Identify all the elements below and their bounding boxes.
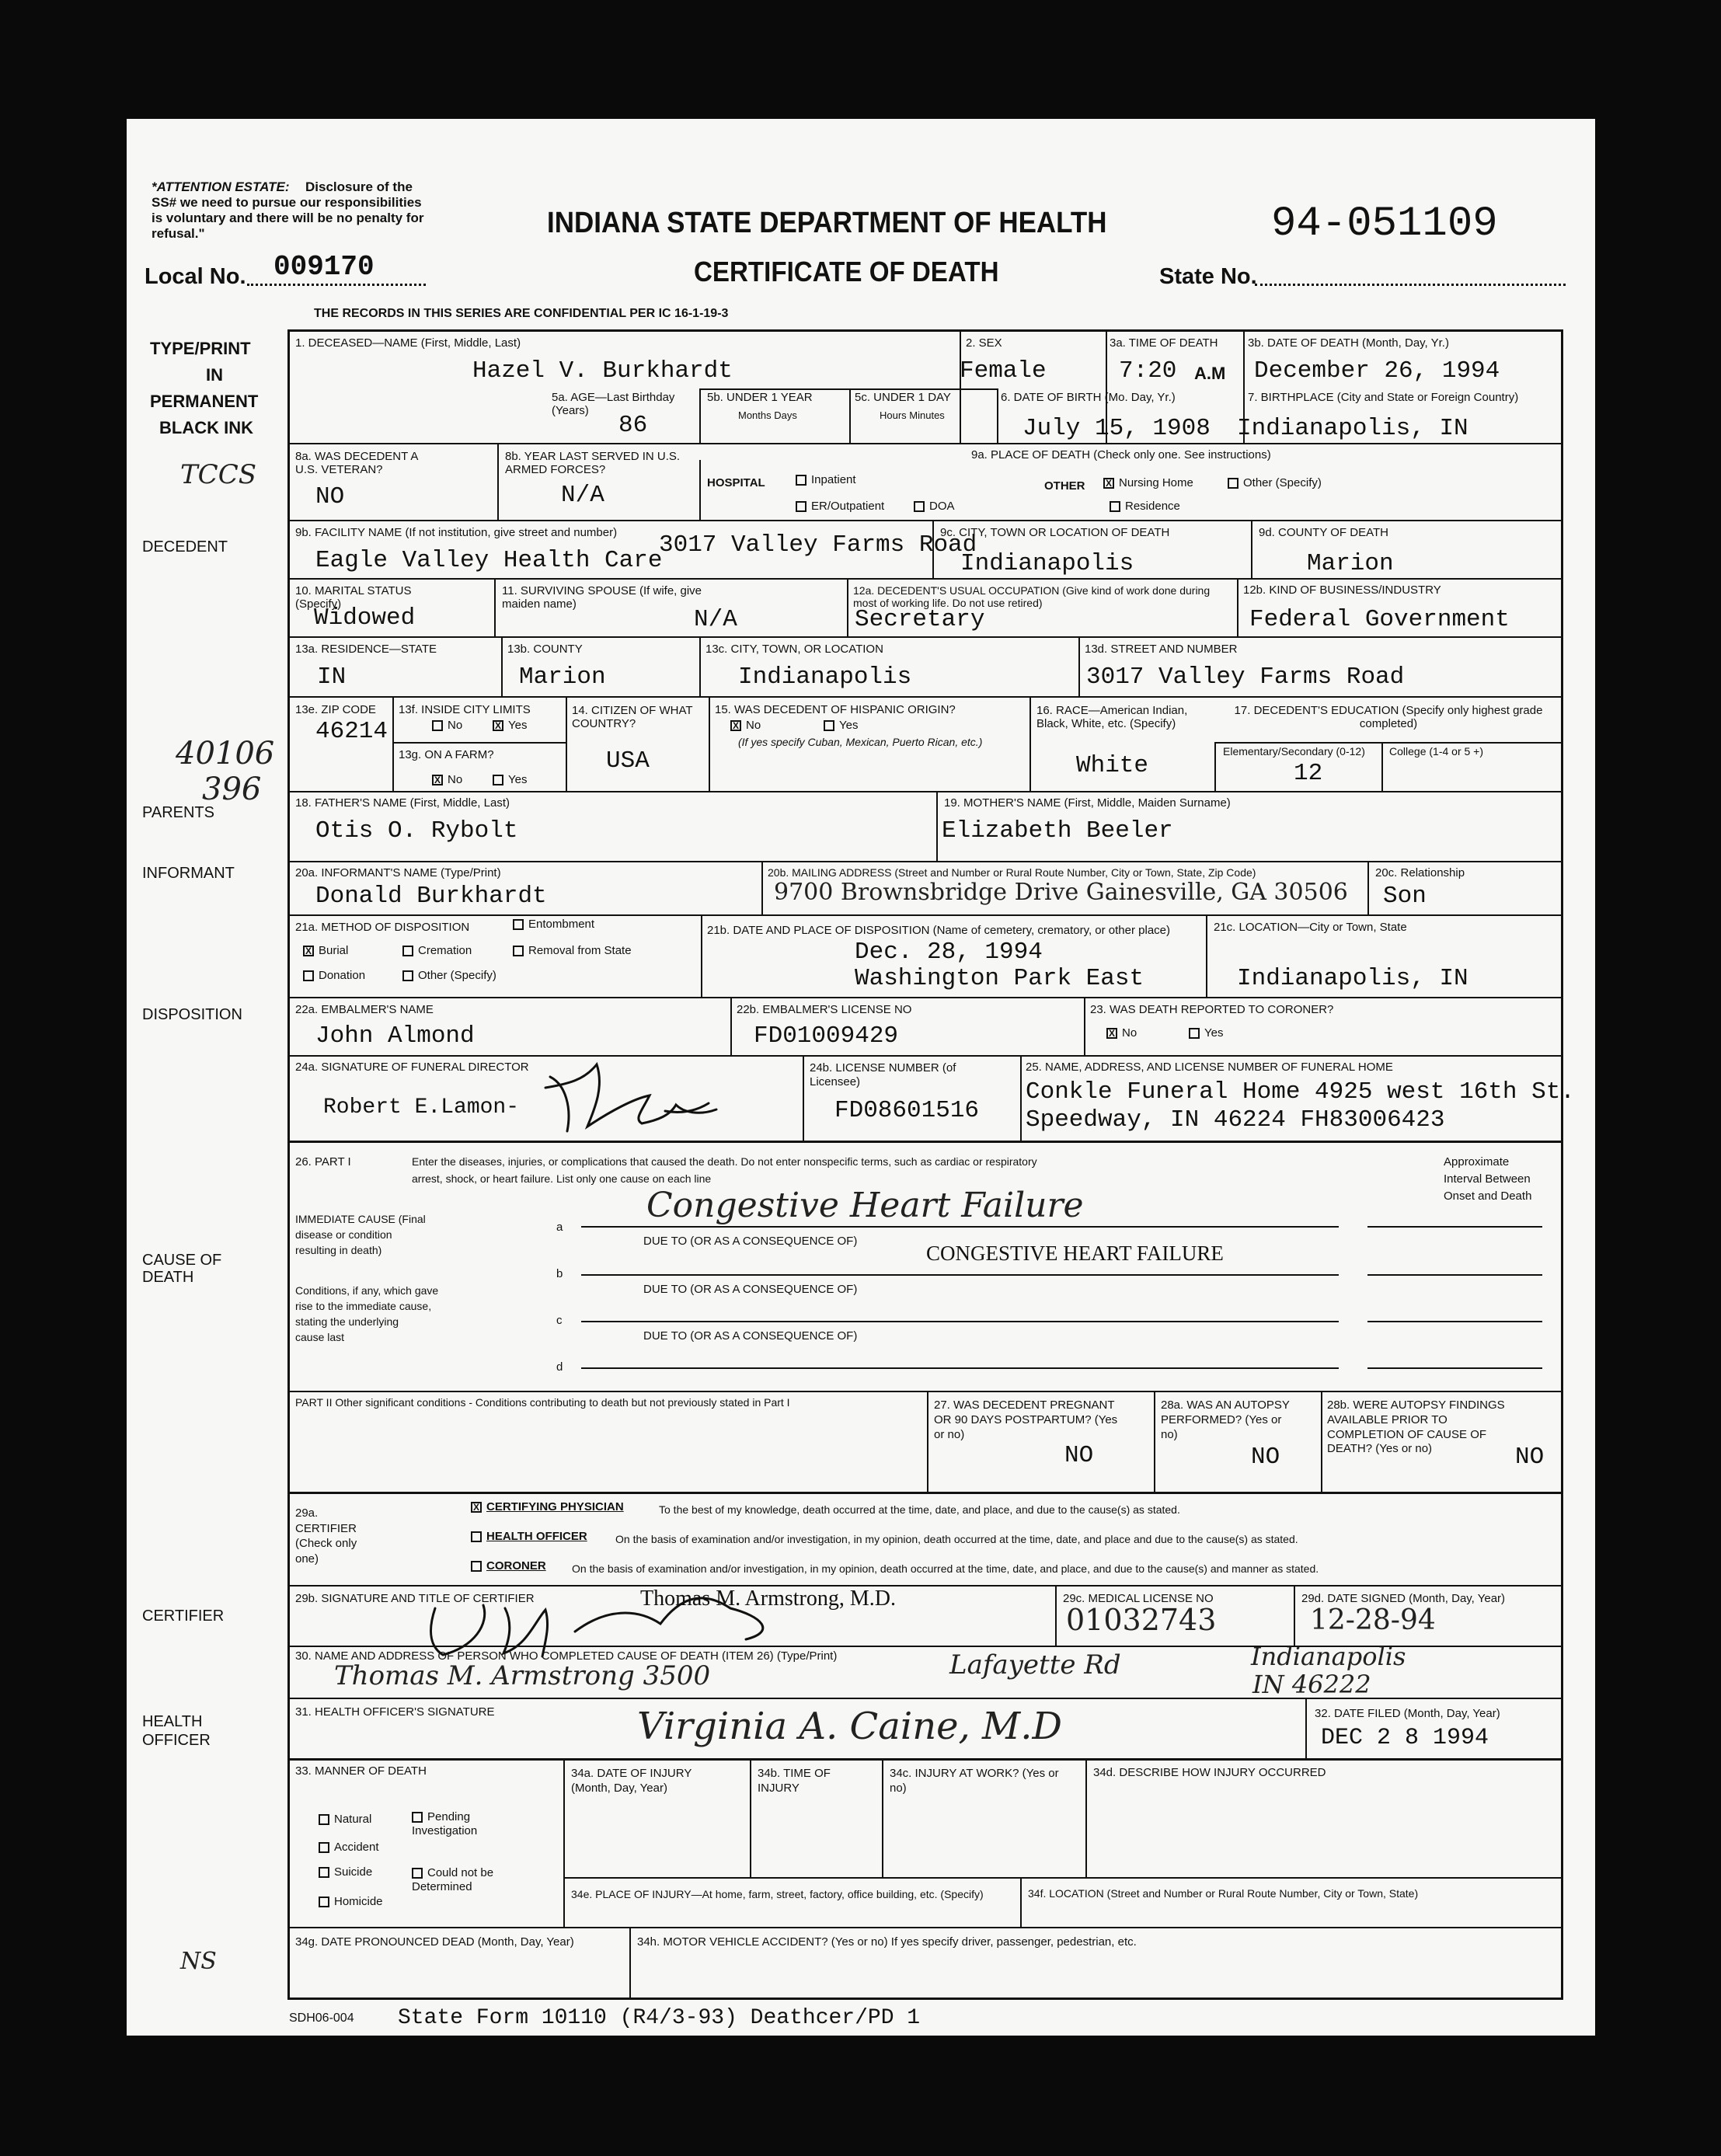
checkbox-pending[interactable]: Pending Investigation [412, 1810, 478, 1837]
f9a-other: OTHER [1044, 479, 1085, 493]
f13c-label: 13c. CITY, TOWN, OR LOCATION [705, 643, 883, 656]
checkbox-donation[interactable]: Donation [303, 970, 365, 981]
embalmer-license: FD01009429 [754, 1022, 899, 1050]
f29a-label: 29a. CERTIFIER (Check only one) [295, 1506, 357, 1566]
f29d-label: 29d. DATE SIGNED (Month, Day, Year) [1301, 1592, 1506, 1605]
footer-code: SDH06-004 [289, 2011, 354, 2025]
f11-label: 11. SURVIVING SPOUSE (If wife, give maiden name) [502, 584, 702, 611]
residence-county: Marion [519, 664, 606, 691]
f8a-label: 8a. WAS DECEDENT A U.S. VETERAN? [295, 450, 418, 476]
cause-a-handwritten: Congestive Heart Failure [646, 1186, 1084, 1225]
checkbox-er[interactable]: ER/Outpatient [796, 500, 884, 512]
f34f-label: 34f. LOCATION (Street and Number or Rural Route Number, City or Town, State) [1028, 1887, 1419, 1900]
margin-note-ns: NS [180, 1948, 217, 1975]
completer-street: Lafayette Rd [949, 1649, 1121, 1681]
f12b-label: 12b. KIND OF BUSINESS/INDUSTRY [1243, 583, 1441, 597]
margin-note-number: 40106 [176, 736, 275, 771]
f7-label: 7. BIRTHPLACE (City and State or Foreign Country) [1248, 391, 1519, 404]
attention-text-4: refusal." [152, 226, 205, 241]
f34b-label: 34b. TIME OF INJURY [758, 1767, 831, 1795]
funeral-home-line2: Speedway, IN 46224 FH83006423 [1026, 1106, 1445, 1134]
f34a-label: 34a. DATE OF INJURY (Month, Day, Year) [571, 1767, 692, 1795]
f23-label: 23. WAS DEATH REPORTED TO CORONER? [1090, 1003, 1334, 1016]
f8b-label: 8b. YEAR LAST SERVED IN U.S. ARMED FORCES? [505, 450, 681, 476]
completer-name: Thomas M. Armstrong 3500 [334, 1660, 711, 1691]
f34e-label: 34e. PLACE OF INJURY—At home, farm, street, factory, office building, etc. (Specify) [571, 1888, 984, 1900]
decedent-name: Hazel V. Burkhardt [472, 357, 733, 385]
conditions-4: cause last [295, 1331, 345, 1343]
f2-label: 2. SEX [966, 336, 1002, 350]
city-of-death: Indianapolis [960, 550, 1134, 577]
side-informant: INFORMANT [142, 865, 235, 882]
checkbox-coroner-yes[interactable]: Yes [1189, 1027, 1223, 1039]
citizen-country: USA [606, 747, 650, 775]
f20a-label: 20a. INFORMANT'S NAME (Type/Print) [295, 866, 501, 879]
residence-street: 3017 Valley Farms Road [1086, 664, 1405, 691]
f26-instructions-2: arrest, shock, or heart failure. List only one cause on each line [412, 1172, 712, 1185]
f15-label: 15. WAS DECEDENT OF HISPANIC ORIGIN? [715, 703, 956, 716]
margin-note-tccs: TCCS [180, 459, 256, 490]
f17-label: 17. DECEDENT'S EDUCATION (Specify only highest grade completed) [1234, 704, 1543, 731]
f13g-label: 13g. ON A FARM? [399, 748, 494, 761]
date-signed: 12-28-94 [1310, 1604, 1436, 1636]
checkbox-natural[interactable]: Natural [319, 1813, 371, 1825]
f22a-label: 22a. EMBALMER'S NAME [295, 1003, 434, 1016]
side-certifier: CERTIFIER [142, 1607, 225, 1625]
education-value: 12 [1294, 760, 1323, 787]
part-two-label: PART II Other significant conditions - Conditions contributing to death but not previously stated in Part I [295, 1396, 790, 1409]
f9c-label: 9c. CITY, TOWN OR LOCATION OF DEATH [940, 526, 1170, 539]
surviving-spouse: N/A [694, 606, 737, 633]
business-industry: Federal Government [1249, 606, 1510, 633]
age-value: 86 [618, 412, 648, 439]
due-to-a: DUE TO (OR AS A CONSEQUENCE OF) [643, 1235, 858, 1248]
f18-label: 18. FATHER'S NAME (First, Middle, Last) [295, 796, 510, 810]
interval-label-1: Approximate [1444, 1155, 1510, 1169]
side-health-2: OFFICER [142, 1732, 211, 1749]
f29b-label: 29b. SIGNATURE AND TITLE OF CERTIFIER [295, 1592, 535, 1605]
due-to-c: DUE TO (OR AS A CONSEQUENCE OF) [643, 1329, 858, 1343]
medical-license: 01032743 [1066, 1603, 1217, 1637]
embalmer-name: John Almond [315, 1022, 475, 1050]
f13d-label: 13d. STREET AND NUMBER [1085, 643, 1238, 656]
f13f-label: 13f. INSIDE CITY LIMITS [399, 703, 531, 716]
f13a-label: 13a. RESIDENCE—STATE [295, 643, 437, 656]
f13b-label: 13b. COUNTY [507, 643, 583, 656]
disposition-place: Washington Park East [855, 965, 1144, 992]
f14-label: 14. CITIZEN OF WHAT COUNTRY? [572, 704, 693, 731]
f26-instructions-1: Enter the diseases, injuries, or complications that caused the death. Do not enter nonspecific terms, such as cardiac or respiratory [412, 1155, 1037, 1168]
certifier-signature [431, 1598, 763, 1656]
county-of-death: Marion [1307, 550, 1394, 577]
checkbox-coroner[interactable]: CORONER [471, 1560, 546, 1572]
f9d-label: 9d. COUNTY OF DEATH [1259, 526, 1388, 539]
attention-label: *ATTENTION ESTATE: [152, 179, 290, 194]
f1-label: 1. DECEASED—NAME (First, Middle, Last) [295, 336, 521, 350]
checkbox-removal[interactable]: Removal from State [513, 945, 632, 956]
f24b-label: 24b. LICENSE NUMBER (of Licensee) [810, 1061, 956, 1088]
occupation: Secretary [855, 606, 985, 633]
due-to-b: DUE TO (OR AS A CONSEQUENCE OF) [643, 1283, 858, 1296]
f28b-label: 28b. WERE AUTOPSY FINDINGS AVAILABLE PRIOR TO COMPLETION OF CAUSE OF DEATH? (Yes or no) [1327, 1398, 1505, 1456]
checkbox-residence[interactable]: Residence [1110, 500, 1180, 512]
attention-text-2: SS# we need to pursue our responsibilities [152, 195, 422, 210]
f10-label: 10. MARITAL STATUS (Specify) [295, 584, 412, 611]
f5a-label: 5a. AGE—Last Birthday (Years) [552, 391, 675, 417]
f34d-label: 34d. DESCRIBE HOW INJURY OCCURRED [1093, 1766, 1326, 1779]
f16-label: 16. RACE—American Indian, Black, White, etc. (Specify) [1036, 704, 1188, 731]
funeral-director-license: FD08601516 [834, 1097, 980, 1124]
completer-city: Indianapolis [1251, 1642, 1406, 1671]
immediate-cause-1: IMMEDIATE CAUSE (Final [295, 1213, 426, 1225]
health-officer-statement: On the basis of examination and/or investigation, in my opinion, death occurred at the time, date, and place and due to the cause(s) as stated. [615, 1533, 1298, 1545]
autopsy-value: NO [1251, 1444, 1280, 1471]
pregnant-value: NO [1064, 1442, 1094, 1469]
facility-address: 3017 Valley Farms Road [659, 531, 977, 559]
f17-elementary: Elementary/Secondary (0-12) [1223, 745, 1365, 758]
autopsy-findings-value: NO [1515, 1444, 1545, 1471]
side-type-print-1: TYPE/PRINT [150, 339, 251, 358]
line-c: c [556, 1314, 563, 1327]
informant-relationship: Son [1383, 883, 1427, 910]
f5b-sub: Months Days [738, 409, 797, 421]
zip-code: 46214 [315, 718, 388, 745]
checkbox-hispanic-no[interactable]: X No [730, 719, 761, 731]
funeral-director-name: Robert E.Lamon- [323, 1095, 520, 1120]
time-of-death: 7:20 [1119, 357, 1177, 385]
interval-label-3: Onset and Death [1444, 1189, 1532, 1203]
side-parents: PARENTS [142, 804, 214, 821]
f3b-label: 3b. DATE OF DEATH (Month, Day, Yr.) [1248, 336, 1449, 350]
side-cause-1: CAUSE OF [142, 1252, 222, 1269]
side-type-print-2: IN [206, 365, 223, 385]
informant-name: Donald Burkhardt [315, 883, 547, 910]
checkbox-burial[interactable]: X Burial [303, 945, 348, 956]
checkbox-other[interactable]: Other (Specify) [1228, 477, 1322, 489]
informant-address: 9700 Brownsbridge Drive Gainesville, GA 30506 [774, 879, 1348, 906]
date-filed: DEC 2 8 1994 [1321, 1725, 1489, 1751]
checkbox-entombment[interactable]: Entombment [513, 918, 594, 930]
coroner-statement: On the basis of examination and/or investigation, in my opinion, death occurred at the time, date, and place, and due to the cause(s) and manner as stated. [572, 1562, 1319, 1575]
f3a-label: 3a. TIME OF DEATH [1110, 336, 1218, 350]
side-health-1: HEALTH [142, 1713, 203, 1730]
f22b-label: 22b. EMBALMER'S LICENSE NO [737, 1003, 912, 1016]
side-cause-2: DEATH [142, 1269, 194, 1286]
race-value: White [1076, 752, 1149, 779]
checkbox-health-officer[interactable]: HEALTH OFFICER [471, 1531, 587, 1542]
armed-forces-value: N/A [561, 482, 604, 509]
f17-college: College (1-4 or 5 +) [1389, 745, 1484, 758]
birthplace: Indianapolis, IN [1237, 415, 1468, 442]
conditions-3: stating the underlying [295, 1315, 399, 1328]
page-title: CERTIFICATE OF DEATH [694, 256, 999, 287]
f9b-label: 9b. FACILITY NAME (If not institution, give street and number) [295, 526, 618, 539]
f34c-label: 34c. INJURY AT WORK? (Yes or no) [890, 1767, 1059, 1795]
confidential-note: THE RECORDS IN THIS SERIES ARE CONFIDENTIAL PER IC 16-1-19-3 [314, 307, 729, 320]
checkbox-nursing-home[interactable]: X Nursing Home [1103, 477, 1193, 489]
f20c-label: 20c. Relationship [1375, 866, 1465, 879]
f30-label: 30. NAME AND ADDRESS OF PERSON WHO COMPLETED CAUSE OF DEATH (ITEM 26) (Type/Print) [295, 1649, 838, 1663]
side-disposition: DISPOSITION [142, 1006, 242, 1023]
father-name: Otis O. Rybolt [315, 817, 518, 845]
f27-label: 27. WAS DECEDENT PREGNANT OR 90 DAYS POSTPARTUM? (Yes or no) [934, 1398, 1118, 1441]
f34h-label: 34h. MOTOR VEHICLE ACCIDENT? (Yes or no) If yes specify driver, passenger, pedestrian, etc. [637, 1935, 1137, 1949]
local-no-value: 009170 [273, 251, 375, 283]
f26-label: 26. PART I [295, 1155, 351, 1169]
checkbox-farm-no[interactable]: X No [432, 774, 462, 785]
side-type-print-3: PERMANENT [150, 392, 259, 411]
f21c-label: 21c. LOCATION—City or Town, State [1214, 921, 1407, 934]
checkbox-farm-yes[interactable]: Yes [493, 774, 527, 785]
line-d: d [556, 1360, 563, 1374]
side-decedent: DECEDENT [142, 538, 228, 556]
funeral-director-signature [545, 1064, 716, 1131]
checkbox-accident[interactable]: Accident [319, 1841, 379, 1853]
marital-status: Widowed [314, 604, 416, 632]
f34g-label: 34g. DATE PRONOUNCED DEAD (Month, Day, Year) [295, 1935, 574, 1949]
checkbox-homicide[interactable]: Homicide [319, 1896, 383, 1907]
f19-label: 19. MOTHER'S NAME (First, Middle, Maiden Surname) [944, 796, 1231, 810]
margin-note-number-2: 396 [202, 771, 262, 807]
cause-a-typed: CONGESTIVE HEART FAILURE [926, 1242, 1224, 1265]
checkbox-inpatient[interactable]: Inpatient [796, 474, 856, 486]
facility-name: Eagle Valley Health Care [315, 547, 663, 574]
checkbox-cremation[interactable]: Cremation [402, 945, 472, 956]
immediate-cause-3: resulting in death) [295, 1244, 382, 1256]
checkbox-city-yes[interactable]: X Yes [493, 719, 527, 731]
checkbox-doa[interactable]: DOA [914, 500, 955, 512]
date-of-death: December 26, 1994 [1254, 357, 1500, 385]
side-type-print-4: BLACK INK [159, 418, 253, 437]
residence-state: IN [317, 664, 347, 691]
conditions-2: rise to the immediate cause, [295, 1300, 432, 1312]
f31-label: 31. HEALTH OFFICER'S SIGNATURE [295, 1705, 495, 1719]
f32-label: 32. DATE FILED (Month, Day, Year) [1315, 1707, 1500, 1720]
f5b-label: 5b. UNDER 1 YEAR [707, 391, 813, 404]
attention-text-3: is voluntary and there will be no penalty for [152, 211, 424, 225]
attention-text-1: Disclosure of the [305, 179, 413, 194]
time-suffix: A.M [1194, 364, 1226, 383]
footer-form: State Form 10110 (R4/3-93) Deathcer/PD 1 [398, 2006, 921, 2030]
checkbox-hispanic-yes[interactable]: Yes [824, 719, 858, 731]
line-a: a [556, 1221, 563, 1234]
local-no-label: Local No. [145, 264, 246, 289]
interval-label-2: Interval Between [1444, 1172, 1531, 1186]
physician-statement: To the best of my knowledge, death occurred at the time, date, and place, and due to the cause(s) as stated. [659, 1503, 1180, 1516]
f21a-label: 21a. METHOD OF DISPOSITION [295, 921, 470, 934]
f5c-sub: Hours Minutes [880, 409, 945, 421]
f28a-label: 28a. WAS AN AUTOPSY PERFORMED? (Yes or no) [1161, 1398, 1290, 1441]
f13e-label: 13e. ZIP CODE [295, 703, 376, 716]
f5c-label: 5c. UNDER 1 DAY [855, 391, 951, 404]
f15-spec: (If yes specify Cuban, Mexican, Puerto Rican, etc.) [738, 736, 983, 748]
f12a-label: 12a. DECEDENT'S USUAL OCCUPATION (Give kind of work done during most of working life. Do not use retired) [853, 584, 1211, 610]
mother-name: Elizabeth Beeler [942, 817, 1173, 845]
disposition-date: Dec. 28, 1994 [855, 939, 1043, 966]
checkbox-disposition-other[interactable]: Other (Specify) [402, 970, 496, 981]
f6-label: 6. DATE OF BIRTH (Mo. Day, Yr.) [1001, 391, 1176, 404]
f25-label: 25. NAME, ADDRESS, AND LICENSE NUMBER OF FUNERAL HOME [1026, 1061, 1393, 1074]
f29c-label: 29c. MEDICAL LICENSE NO [1063, 1592, 1214, 1605]
health-officer-signature: Virginia A. Caine, M.D [637, 1705, 1062, 1748]
f9a-hospital: HOSPITAL [707, 476, 765, 489]
funeral-home-line1: Conkle Funeral Home 4925 west 16th St. [1026, 1078, 1575, 1106]
f33-label: 33. MANNER OF DEATH [295, 1764, 427, 1778]
completer-state-zip: IN 46222 [1252, 1670, 1371, 1699]
disposition-location: Indianapolis, IN [1237, 965, 1468, 992]
checkbox-undetermined[interactable]: Could not be Determined [412, 1866, 494, 1893]
certifier-name: Thomas M. Armstrong, M.D. [640, 1587, 896, 1611]
veteran-value: NO [315, 483, 345, 510]
f24a-label: 24a. SIGNATURE OF FUNERAL DIRECTOR [295, 1061, 529, 1074]
checkbox-city-no[interactable]: No [432, 719, 462, 731]
checkbox-suicide[interactable]: Suicide [319, 1866, 372, 1878]
f9a-label: 9a. PLACE OF DEATH (Check only one. See instructions) [971, 448, 1271, 462]
immediate-cause-2: disease or condition [295, 1228, 392, 1241]
department-title: INDIANA STATE DEPARTMENT OF HEALTH [547, 207, 1107, 239]
line-b: b [556, 1267, 563, 1280]
sex-value: Female [960, 357, 1047, 385]
f21b-label: 21b. DATE AND PLACE OF DISPOSITION (Name of cemetery, crematory, or other place) [707, 924, 1171, 937]
state-no-label: State No. [1159, 264, 1257, 289]
conditions-1: Conditions, if any, which gave [295, 1284, 439, 1297]
f20b-label: 20b. MAILING ADDRESS (Street and Number or Rural Route Number, City or Town, State, Zip Code) [768, 866, 1256, 879]
state-number: 94-051109 [1271, 200, 1498, 248]
residence-city: Indianapolis [738, 664, 912, 691]
checkbox-coroner-no[interactable]: X No [1106, 1027, 1137, 1039]
date-of-birth: July 15, 1908 [1022, 415, 1211, 442]
checkbox-certifying-physician[interactable]: X CERTIFYING PHYSICIAN [471, 1501, 624, 1513]
